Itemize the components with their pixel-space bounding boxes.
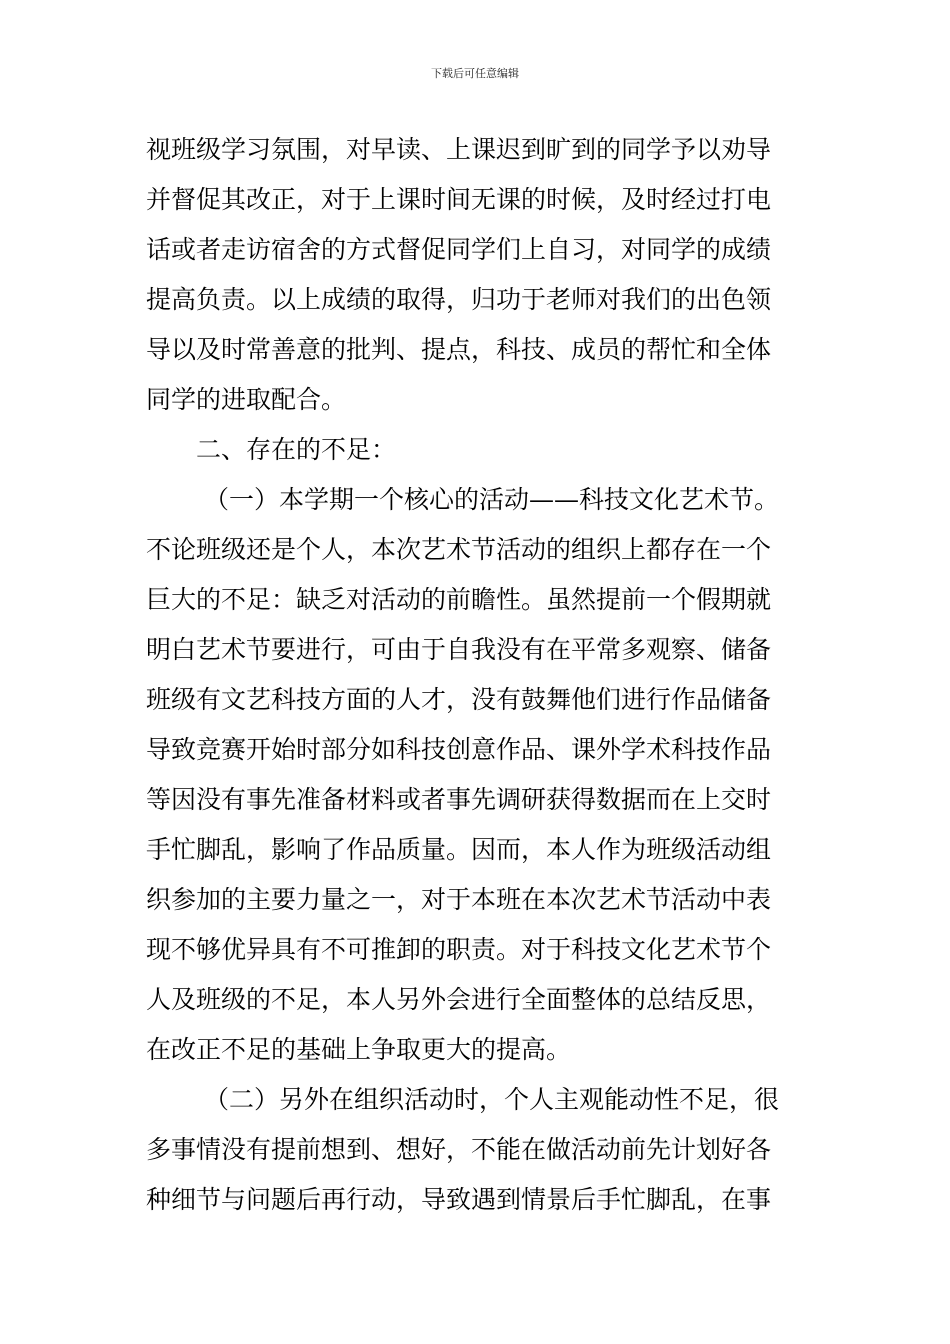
body-text <box>146 125 816 1225</box>
text-line: 导致竞赛开始时部分如科技创意作品、课外学术科技作品 <box>146 735 772 764</box>
text-line: 人及班级的不足，本人另外会进行全面整体的总结反思， <box>146 985 772 1014</box>
text-line: 导以及时常善意的批判、提点，科技、成员的帮忙和全体 <box>146 335 772 364</box>
text-line: （一）本学期一个核心的活动——科技文化艺术节。 <box>204 485 780 514</box>
text-line: 种细节与问题后再行动，导致遇到情景后手忙脚乱，在事 <box>146 1185 772 1214</box>
page-header: 下载后可任意编辑 <box>431 67 519 80</box>
text-line: 话或者走访宿舍的方式督促同学们上自习，对同学的成绩 <box>146 235 772 264</box>
text-line: 在改正不足的基础上争取更大的提高。 <box>146 1035 572 1064</box>
section-heading: 二、存在的不足： <box>196 435 397 464</box>
text-line: 视班级学习氛围，对早读、上课迟到旷到的同学予以劝导 <box>146 135 772 164</box>
text-line: 不论班级还是个人，本次艺术节活动的组织上都存在一个 <box>146 535 772 564</box>
text-line: 等因没有事先准备材料或者事先调研获得数据而在上交时 <box>146 785 772 814</box>
text-line: 提高负责。以上成绩的取得，归功于老师对我们的出色领 <box>146 285 772 314</box>
text-line: 多事情没有提前想到、想好，不能在做活动前先计划好各 <box>146 1135 772 1164</box>
text-line: 明白艺术节要进行，可由于自我没有在平常多观察、储备 <box>146 635 772 664</box>
text-line: 现不够优异具有不可推卸的职责。对于科技文化艺术节个 <box>146 935 772 964</box>
text-line: 班级有文艺科技方面的人才，没有鼓舞他们进行作品储备 <box>146 685 772 714</box>
text-line: 巨大的不足：缺乏对活动的前瞻性。虽然提前一个假期就 <box>146 585 772 614</box>
text-line: 同学的进取配合。 <box>146 385 347 414</box>
text-line: （二）另外在组织活动时，个人主观能动性不足，很 <box>204 1085 780 1114</box>
text-line: 手忙脚乱，影响了作品质量。因而，本人作为班级活动组 <box>146 835 772 864</box>
text-line: 并督促其改正，对于上课时间无课的时候，及时经过打电 <box>146 185 772 214</box>
text-line: 织参加的主要力量之一，对于本班在本次艺术节活动中表 <box>146 885 772 914</box>
